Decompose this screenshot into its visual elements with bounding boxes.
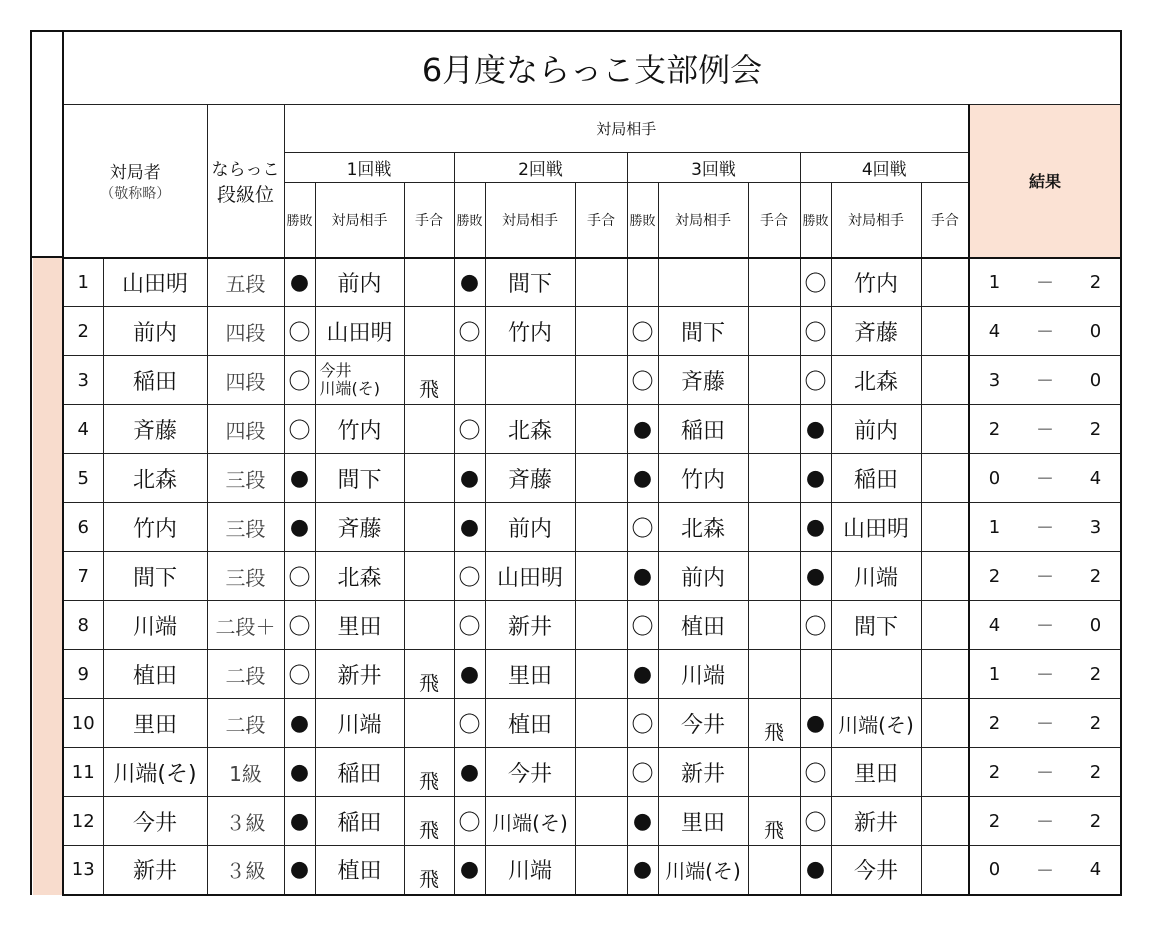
table-row: [63, 699, 1121, 748]
opponent-name: 北森: [658, 503, 748, 552]
result-dash: －: [1019, 797, 1071, 846]
opponents-header: 対局相手: [284, 105, 969, 153]
win-loss-mark: ●: [800, 699, 831, 748]
table-row: [63, 601, 1121, 650]
handicap: [921, 552, 969, 601]
player-name: 植田: [103, 650, 207, 699]
sidebar-top-border: [30, 30, 64, 32]
handicap: [921, 748, 969, 797]
result-wins: 0: [969, 454, 1019, 503]
table-row: [63, 503, 1121, 552]
win-loss-mark: 〇: [454, 307, 485, 356]
opponent-name: 里田: [658, 797, 748, 846]
opponent-name: 里田: [485, 650, 575, 699]
table-row: [63, 650, 1121, 699]
result-losses: 4: [1071, 846, 1121, 895]
win-loss-mark: ●: [284, 748, 315, 797]
row-number: 1: [63, 258, 103, 307]
player-name: 今井: [103, 797, 207, 846]
opponent-name: 稲田: [315, 748, 404, 797]
win-loss-mark: ●: [284, 503, 315, 552]
player-name: 竹内: [103, 503, 207, 552]
opponent-name: 川端: [315, 699, 404, 748]
sidebar-border: [30, 30, 32, 895]
result-wins: 3: [969, 356, 1019, 405]
opponent-name: [658, 258, 748, 307]
player-name: 新井: [103, 846, 207, 895]
win-loss-mark: ●: [454, 846, 485, 895]
sub-header-handicap: 手合: [921, 183, 969, 258]
handicap: [575, 797, 627, 846]
sub-header-win-loss: 勝敗: [284, 183, 315, 258]
player-rank: 1級: [207, 748, 284, 797]
win-loss-mark: 〇: [284, 552, 315, 601]
handicap: [921, 356, 969, 405]
win-loss-mark: 〇: [627, 307, 658, 356]
row-number: 4: [63, 405, 103, 454]
result-wins: 0: [969, 846, 1019, 895]
handicap: [404, 699, 454, 748]
opponent-name: 前内: [658, 552, 748, 601]
opponent-name: 川端(そ): [485, 797, 575, 846]
win-loss-mark: ●: [284, 846, 315, 895]
round-2-header: 2回戦: [454, 153, 627, 183]
opponent-name: 今井: [658, 699, 748, 748]
opponent-name: [831, 650, 921, 699]
player-rank: 三段: [207, 503, 284, 552]
opponent-name: 川端: [831, 552, 921, 601]
win-loss-mark: ●: [627, 454, 658, 503]
player-name: 川端(そ): [103, 748, 207, 797]
win-loss-mark: 〇: [627, 503, 658, 552]
table-row: [63, 258, 1121, 307]
opponent-name: 里田: [315, 601, 404, 650]
result-losses: 2: [1071, 650, 1121, 699]
result-losses: 3: [1071, 503, 1121, 552]
sub-header-opponent: 対局相手: [485, 183, 575, 258]
win-loss-mark: ●: [454, 503, 485, 552]
handicap: [921, 454, 969, 503]
table-row: [63, 307, 1121, 356]
handicap: 飛: [748, 797, 800, 846]
win-loss-mark: 〇: [454, 797, 485, 846]
win-loss-mark: 〇: [800, 356, 831, 405]
win-loss-mark: 〇: [800, 797, 831, 846]
player-name: 稲田: [103, 356, 207, 405]
opponent-name: 前内: [831, 405, 921, 454]
handicap: [404, 552, 454, 601]
sub-header-opponent: 対局相手: [315, 183, 404, 258]
result-wins: 4: [969, 307, 1019, 356]
opponent-name: 北森: [485, 405, 575, 454]
player-name: 山田明: [103, 258, 207, 307]
handicap: [748, 454, 800, 503]
opponent-name: 斉藤: [485, 454, 575, 503]
handicap: [575, 748, 627, 797]
handicap: [575, 405, 627, 454]
win-loss-mark: ●: [627, 797, 658, 846]
win-loss-mark: ●: [627, 846, 658, 895]
sub-header-win-loss: 勝敗: [627, 183, 658, 258]
win-loss-mark: ●: [800, 454, 831, 503]
rank-header: [207, 105, 284, 258]
round-3-header: 3回戦: [627, 153, 800, 183]
handicap: [748, 650, 800, 699]
win-loss-mark: 〇: [627, 748, 658, 797]
opponent-name: 新井: [315, 650, 404, 699]
result-losses: 4: [1071, 454, 1121, 503]
result-losses: 2: [1071, 552, 1121, 601]
opponent-name: 竹内: [485, 307, 575, 356]
table-row: [63, 748, 1121, 797]
handicap: [921, 846, 969, 895]
win-loss-mark: ●: [284, 699, 315, 748]
result-losses: 2: [1071, 699, 1121, 748]
win-loss-mark: ●: [800, 552, 831, 601]
sub-header-win-loss: 勝敗: [454, 183, 485, 258]
row-number: 9: [63, 650, 103, 699]
result-wins: 2: [969, 552, 1019, 601]
win-loss-mark: 〇: [800, 748, 831, 797]
result-losses: 0: [1071, 307, 1121, 356]
win-loss-mark: 〇: [454, 552, 485, 601]
win-loss-mark: 〇: [284, 601, 315, 650]
player-rank: 三段: [207, 552, 284, 601]
handicap: [748, 258, 800, 307]
handicap: [921, 405, 969, 454]
row-number: 12: [63, 797, 103, 846]
win-loss-mark: 〇: [800, 258, 831, 307]
win-loss-mark: ●: [284, 258, 315, 307]
opponent-name: 間下: [485, 258, 575, 307]
round-1-header: 1回戦: [284, 153, 454, 183]
opponent-name: 川端: [658, 650, 748, 699]
row-number: 3: [63, 356, 103, 405]
result-dash: －: [1019, 258, 1071, 307]
result-wins: 2: [969, 405, 1019, 454]
table-row: [63, 454, 1121, 503]
result-losses: 2: [1071, 748, 1121, 797]
opponent-name: 北森: [315, 552, 404, 601]
row-number: 2: [63, 307, 103, 356]
handicap: 飛: [404, 797, 454, 846]
win-loss-mark: 〇: [284, 650, 315, 699]
win-loss-mark: 〇: [627, 356, 658, 405]
result-dash: －: [1019, 650, 1071, 699]
opponent-name: 稲田: [658, 405, 748, 454]
win-loss-mark: ●: [454, 748, 485, 797]
opponent-name: 山田明: [315, 307, 404, 356]
win-loss-mark: 〇: [454, 405, 485, 454]
handicap: [575, 601, 627, 650]
player-rank: ３級: [207, 797, 284, 846]
result-dash: －: [1019, 454, 1071, 503]
handicap: [404, 258, 454, 307]
sub-header-win-loss: 勝敗: [800, 183, 831, 258]
win-loss-mark: ●: [627, 650, 658, 699]
handicap: [575, 503, 627, 552]
result-dash: －: [1019, 307, 1071, 356]
win-loss-mark: ●: [800, 405, 831, 454]
handicap: 飛: [404, 748, 454, 797]
handicap: [575, 650, 627, 699]
handicap: [921, 797, 969, 846]
win-loss-mark: ●: [454, 650, 485, 699]
opponent-name: 竹内: [658, 454, 748, 503]
opponent-name-line: 川端(そ): [319, 379, 380, 398]
opponent-name: 間下: [831, 601, 921, 650]
handicap: [575, 307, 627, 356]
opponent-name: 植田: [658, 601, 748, 650]
handicap: [921, 650, 969, 699]
player-rank: 二段＋: [207, 601, 284, 650]
win-loss-mark: ●: [800, 503, 831, 552]
result-dash: －: [1019, 846, 1071, 895]
result-wins: 4: [969, 601, 1019, 650]
player-rank: 五段: [207, 258, 284, 307]
opponent-name: 稲田: [831, 454, 921, 503]
opponent-name: 山田明: [831, 503, 921, 552]
player-rank: 四段: [207, 307, 284, 356]
opponent-name: 北森: [831, 356, 921, 405]
rank-header-line1: ならっこ: [211, 159, 280, 180]
row-number: 13: [63, 846, 103, 895]
opponent-name: 新井: [485, 601, 575, 650]
player-name: 北森: [103, 454, 207, 503]
result-dash: －: [1019, 699, 1071, 748]
opponent-name: 間下: [315, 454, 404, 503]
player-name: 斉藤: [103, 405, 207, 454]
result-dash: －: [1019, 356, 1071, 405]
win-loss-mark: ●: [627, 405, 658, 454]
win-loss-mark: [627, 258, 658, 307]
win-loss-mark: ●: [284, 454, 315, 503]
handicap: [921, 503, 969, 552]
opponent-name: [485, 356, 575, 405]
handicap: [748, 846, 800, 895]
win-loss-mark: 〇: [284, 356, 315, 405]
row-number: 11: [63, 748, 103, 797]
player-name: 前内: [103, 307, 207, 356]
handicap: [748, 552, 800, 601]
opponent-name: 今井: [485, 748, 575, 797]
handicap: [575, 552, 627, 601]
win-loss-mark: [454, 356, 485, 405]
opponent-name: 竹内: [315, 405, 404, 454]
player-header-note: （敬称略）: [100, 186, 171, 203]
table-row: [63, 846, 1121, 895]
opponent-name: 稲田: [315, 797, 404, 846]
handicap: 飛: [404, 846, 454, 895]
result-wins: 1: [969, 650, 1019, 699]
win-loss-mark: ●: [284, 797, 315, 846]
result-wins: 2: [969, 797, 1019, 846]
win-loss-mark: 〇: [454, 601, 485, 650]
handicap: [748, 503, 800, 552]
sub-header-handicap: 手合: [404, 183, 454, 258]
sub-header-opponent: 対局相手: [831, 183, 921, 258]
win-loss-mark: 〇: [627, 699, 658, 748]
handicap: [921, 258, 969, 307]
handicap: [404, 503, 454, 552]
win-loss-mark: 〇: [454, 699, 485, 748]
result-losses: 2: [1071, 797, 1121, 846]
handicap: [748, 307, 800, 356]
player-rank: ３級: [207, 846, 284, 895]
opponent-name: 川端: [485, 846, 575, 895]
result-dash: －: [1019, 503, 1071, 552]
player-rank: 四段: [207, 405, 284, 454]
handicap: [404, 307, 454, 356]
win-loss-mark: 〇: [800, 307, 831, 356]
row-number: 10: [63, 699, 103, 748]
opponent-name: [315, 356, 404, 405]
sub-header-opponent: 対局相手: [658, 183, 748, 258]
handicap: [404, 405, 454, 454]
win-loss-mark: ●: [627, 552, 658, 601]
sub-header-handicap: 手合: [575, 183, 627, 258]
result-losses: 0: [1071, 601, 1121, 650]
result-dash: －: [1019, 601, 1071, 650]
result-wins: 1: [969, 258, 1019, 307]
opponent-name: 今井: [831, 846, 921, 895]
opponent-name: 川端(そ): [658, 846, 748, 895]
player-rank: 二段: [207, 699, 284, 748]
win-loss-mark: 〇: [284, 307, 315, 356]
result-dash: －: [1019, 552, 1071, 601]
opponent-name-line: 今井: [319, 361, 352, 380]
result-header: 結果: [969, 105, 1121, 258]
win-loss-mark: ●: [454, 258, 485, 307]
handicap: [575, 846, 627, 895]
handicap: [404, 601, 454, 650]
result-wins: 1: [969, 503, 1019, 552]
opponent-name: 新井: [658, 748, 748, 797]
sidebar-accent: [33, 258, 63, 895]
handicap: [748, 748, 800, 797]
page-title: 6月度ならっこ支部例会: [63, 31, 1121, 105]
handicap: 飛: [404, 356, 454, 405]
opponent-name: 斉藤: [658, 356, 748, 405]
opponent-name: 里田: [831, 748, 921, 797]
opponent-name: 植田: [485, 699, 575, 748]
win-loss-mark: ●: [454, 454, 485, 503]
row-number: 8: [63, 601, 103, 650]
opponent-name: 新井: [831, 797, 921, 846]
opponent-name: 山田明: [485, 552, 575, 601]
win-loss-mark: 〇: [800, 601, 831, 650]
opponent-name: 竹内: [831, 258, 921, 307]
table-row: [63, 356, 1121, 405]
row-number: 7: [63, 552, 103, 601]
player-name: 間下: [103, 552, 207, 601]
handicap: [575, 699, 627, 748]
result-losses: 2: [1071, 405, 1121, 454]
table-row: [63, 405, 1121, 454]
sidebar-mid-border: [30, 256, 64, 258]
player-rank: 三段: [207, 454, 284, 503]
opponent-name: 斉藤: [831, 307, 921, 356]
handicap: [921, 601, 969, 650]
handicap: [921, 699, 969, 748]
rank-header-line2: 段級位: [216, 183, 274, 206]
opponent-name: 植田: [315, 846, 404, 895]
result-losses: 2: [1071, 258, 1121, 307]
opponent-name: 川端(そ): [831, 699, 921, 748]
result-wins: 2: [969, 748, 1019, 797]
handicap: [748, 356, 800, 405]
result-dash: －: [1019, 405, 1071, 454]
handicap: [575, 258, 627, 307]
handicap: [404, 454, 454, 503]
round-4-header: 4回戦: [800, 153, 969, 183]
win-loss-mark: [800, 650, 831, 699]
handicap: 飛: [404, 650, 454, 699]
row-number: 6: [63, 503, 103, 552]
handicap: [921, 307, 969, 356]
player-name: 里田: [103, 699, 207, 748]
opponent-name: 斉藤: [315, 503, 404, 552]
player-header-label: 対局者: [109, 163, 161, 184]
player-header: [63, 105, 207, 258]
table-row: [63, 552, 1121, 601]
player-rank: 四段: [207, 356, 284, 405]
opponent-name: 前内: [485, 503, 575, 552]
handicap: [575, 454, 627, 503]
sub-header-handicap: 手合: [748, 183, 800, 258]
opponent-name: 前内: [315, 258, 404, 307]
result-losses: 0: [1071, 356, 1121, 405]
opponent-name: 間下: [658, 307, 748, 356]
player-name: 川端: [103, 601, 207, 650]
win-loss-mark: ●: [800, 846, 831, 895]
win-loss-mark: 〇: [284, 405, 315, 454]
result-dash: －: [1019, 748, 1071, 797]
handicap: [575, 356, 627, 405]
handicap: 飛: [748, 699, 800, 748]
table-row: [63, 797, 1121, 846]
win-loss-mark: 〇: [627, 601, 658, 650]
row-number: 5: [63, 454, 103, 503]
handicap: [748, 601, 800, 650]
handicap: [748, 405, 800, 454]
results-table: [62, 30, 1122, 896]
player-rank: 二段: [207, 650, 284, 699]
result-wins: 2: [969, 699, 1019, 748]
